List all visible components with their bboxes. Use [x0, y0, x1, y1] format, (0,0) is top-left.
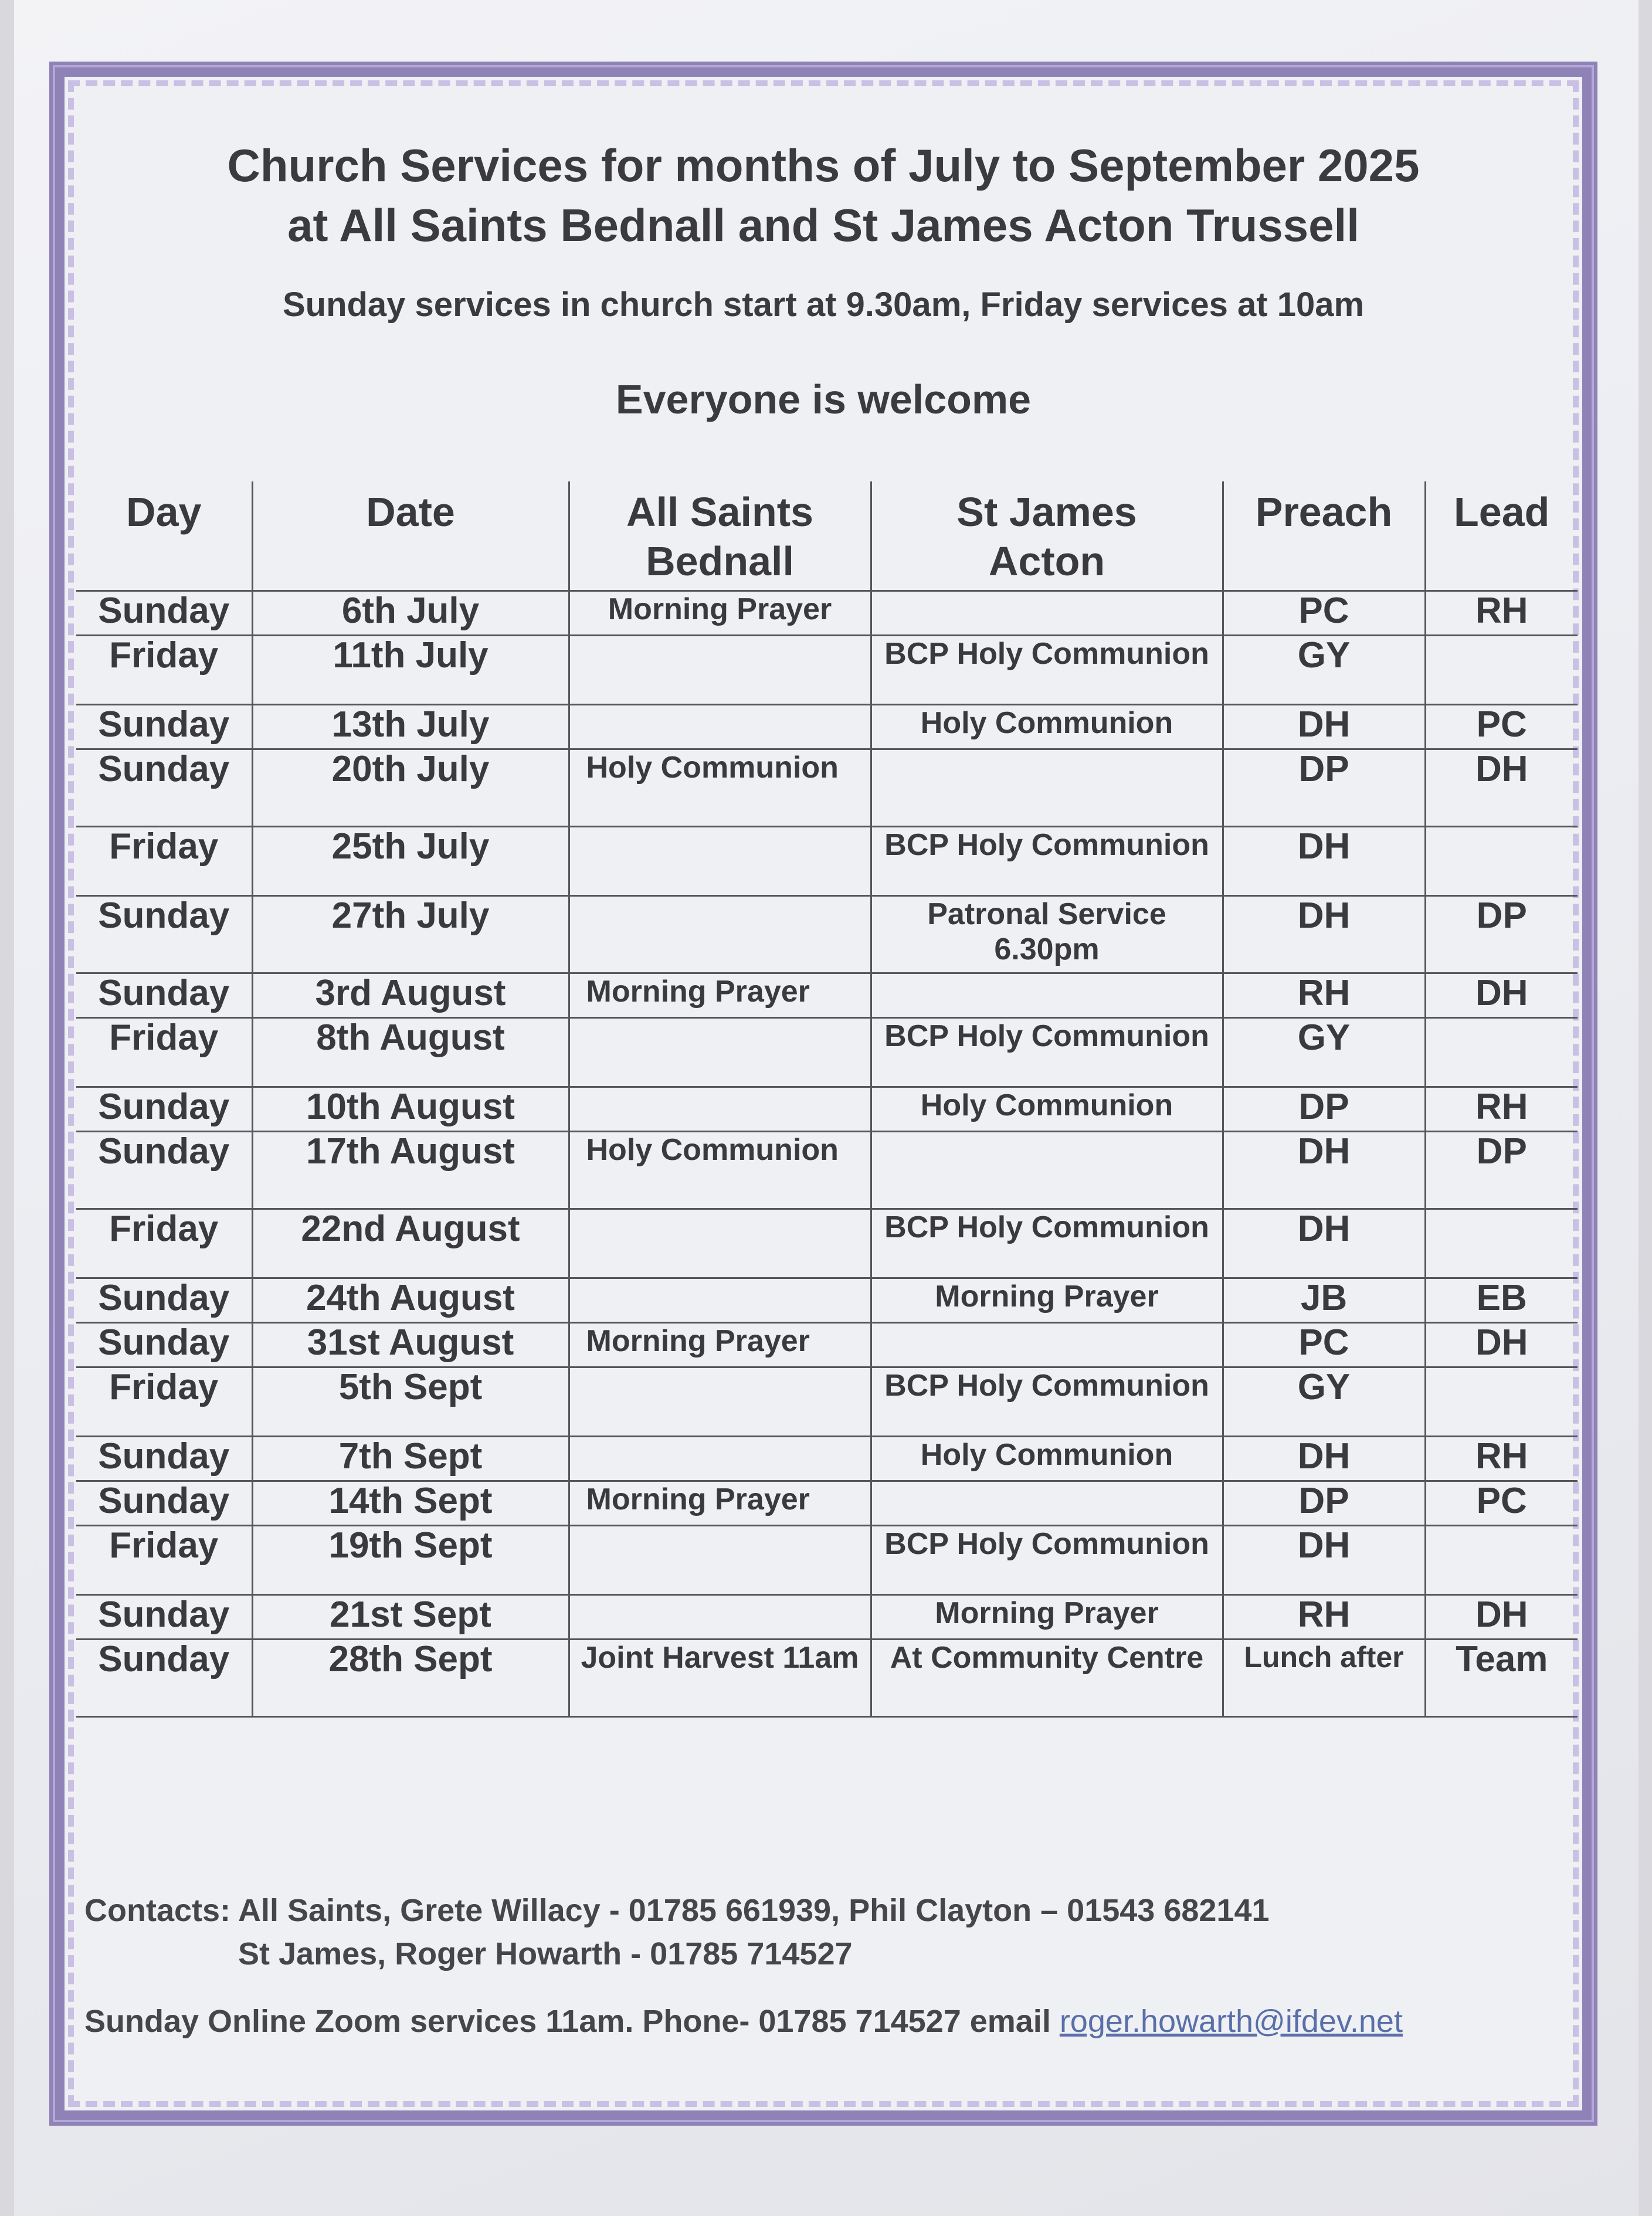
cell-date: 13th July	[252, 705, 569, 749]
cell-day: Sunday	[76, 591, 252, 636]
cell-all-saints	[569, 705, 871, 749]
cell-day: Sunday	[76, 1087, 252, 1132]
table-row	[76, 591, 1578, 636]
cell-preach: DH	[1223, 1209, 1425, 1278]
table-row	[76, 1209, 1578, 1278]
cell-date: 17th August	[252, 1132, 569, 1209]
table-header-row	[76, 481, 1578, 591]
header-date: Date	[252, 481, 569, 591]
cell-lead	[1425, 827, 1578, 896]
cell-st-james	[871, 973, 1223, 1018]
cell-preach: GY	[1223, 1018, 1425, 1087]
cell-day: Friday	[76, 1367, 252, 1437]
table-row	[76, 749, 1578, 827]
table-row	[76, 1526, 1578, 1595]
table-row	[76, 896, 1578, 973]
cell-preach: RH	[1223, 1595, 1425, 1640]
email-link[interactable]: roger.howarth@ifdev.net	[1059, 2004, 1403, 2039]
table-row	[76, 1087, 1578, 1132]
cell-day: Sunday	[76, 1481, 252, 1526]
header-day: Day	[76, 481, 252, 591]
cell-st-james	[871, 749, 1223, 827]
notice-content	[65, 77, 1582, 2110]
table-row	[76, 1018, 1578, 1087]
cell-day: Sunday	[76, 1437, 252, 1481]
cell-st-james	[871, 1132, 1223, 1209]
table-row	[76, 1595, 1578, 1640]
cell-lead	[1425, 1367, 1578, 1437]
cell-all-saints	[569, 1526, 871, 1595]
cell-date: 27th July	[252, 896, 569, 973]
title-line-1: Church Services for months of July to September 2025	[227, 140, 1420, 191]
header-preach: Preach	[1223, 481, 1425, 591]
welcome-message: Everyone is welcome	[615, 376, 1032, 422]
cell-date: 20th July	[252, 749, 569, 827]
cell-all-saints	[569, 1367, 871, 1437]
cell-st-james: Patronal Service 6.30pm	[871, 896, 1223, 973]
cell-st-james: Morning Prayer	[871, 1278, 1223, 1323]
cell-all-saints	[569, 1018, 871, 1087]
cell-preach: PC	[1223, 591, 1425, 636]
page-title	[65, 135, 1582, 255]
cell-date: 22nd August	[252, 1209, 569, 1278]
header-st-james-line2: Acton	[988, 538, 1105, 584]
cell-st-james: BCP Holy Communion	[871, 1018, 1223, 1087]
cell-st-james	[871, 1481, 1223, 1526]
cell-all-saints	[569, 1595, 871, 1640]
cell-all-saints: Morning Prayer	[569, 591, 871, 636]
header-st-james	[871, 481, 1223, 591]
header-lead: Lead	[1425, 481, 1578, 591]
table-row	[76, 1437, 1578, 1481]
cell-date: 7th Sept	[252, 1437, 569, 1481]
cell-st-james: Holy Communion	[871, 705, 1223, 749]
cell-preach: DH	[1223, 705, 1425, 749]
cell-st-james: BCP Holy Communion	[871, 1367, 1223, 1437]
cell-st-james: BCP Holy Communion	[871, 1526, 1223, 1595]
cell-day: Sunday	[76, 1640, 252, 1717]
cell-day: Sunday	[76, 1323, 252, 1367]
cell-lead	[1425, 636, 1578, 705]
cell-date: 28th Sept	[252, 1640, 569, 1717]
cell-lead: DH	[1425, 1323, 1578, 1367]
cell-day: Friday	[76, 1018, 252, 1087]
cell-preach: PC	[1223, 1323, 1425, 1367]
cell-lead: DH	[1425, 973, 1578, 1018]
table-row	[76, 1278, 1578, 1323]
cell-preach: DP	[1223, 1087, 1425, 1132]
cell-lead: PC	[1425, 705, 1578, 749]
cell-lead: DP	[1425, 1132, 1578, 1209]
cell-all-saints	[569, 896, 871, 973]
cell-lead: PC	[1425, 1481, 1578, 1526]
cell-all-saints	[569, 827, 871, 896]
contacts-block	[84, 1889, 1270, 1976]
table-row	[76, 827, 1578, 896]
cell-st-james	[871, 1323, 1223, 1367]
services-table	[76, 481, 1578, 1718]
cell-lead: DP	[1425, 896, 1578, 973]
cell-date: 3rd August	[252, 973, 569, 1018]
cell-st-james: At Community Centre	[871, 1640, 1223, 1717]
cell-date: 10th August	[252, 1087, 569, 1132]
cell-lead: RH	[1425, 1087, 1578, 1132]
cell-preach: DH	[1223, 1132, 1425, 1209]
contacts-all-saints: Contacts: All Saints, Grete Willacy - 01785 661939, Phil Clayton – 01543 682141	[84, 1893, 1270, 1928]
cell-all-saints: Morning Prayer	[569, 1481, 871, 1526]
cell-preach: DH	[1223, 896, 1425, 973]
table-row	[76, 1323, 1578, 1367]
header-all-saints-line1: All Saints	[626, 489, 813, 535]
cell-st-james: Holy Communion	[871, 1437, 1223, 1481]
cell-day: Friday	[76, 827, 252, 896]
cell-date: 31st August	[252, 1323, 569, 1367]
cell-day: Sunday	[76, 1278, 252, 1323]
cell-day: Friday	[76, 1209, 252, 1278]
cell-day: Sunday	[76, 1595, 252, 1640]
cell-all-saints	[569, 1209, 871, 1278]
cell-all-saints: Holy Communion	[569, 1132, 871, 1209]
cell-lead	[1425, 1526, 1578, 1595]
paper-sheet	[14, 0, 1639, 2216]
cell-date: 19th Sept	[252, 1526, 569, 1595]
cell-preach: RH	[1223, 973, 1425, 1018]
cell-preach: DH	[1223, 1526, 1425, 1595]
service-times-note: Sunday services in church start at 9.30am, Friday services at 10am	[282, 286, 1365, 324]
cell-lead: RH	[1425, 1437, 1578, 1481]
cell-date: 6th July	[252, 591, 569, 636]
cell-date: 14th Sept	[252, 1481, 569, 1526]
cell-date: 21st Sept	[252, 1595, 569, 1640]
cell-st-james: BCP Holy Communion	[871, 636, 1223, 705]
header-all-saints-line2: Bednall	[646, 538, 794, 584]
cell-st-james: BCP Holy Communion	[871, 827, 1223, 896]
table-row	[76, 636, 1578, 705]
cell-preach: DP	[1223, 1481, 1425, 1526]
cell-date: 25th July	[252, 827, 569, 896]
cell-preach: JB	[1223, 1278, 1425, 1323]
cell-lead	[1425, 1018, 1578, 1087]
table-row	[76, 1132, 1578, 1209]
cell-date: 24th August	[252, 1278, 569, 1323]
cell-lead: RH	[1425, 591, 1578, 636]
cell-preach: GY	[1223, 636, 1425, 705]
cell-day: Sunday	[76, 973, 252, 1018]
cell-day: Friday	[76, 636, 252, 705]
cell-lead	[1425, 1209, 1578, 1278]
cell-day: Sunday	[76, 749, 252, 827]
cell-all-saints: Holy Communion	[569, 749, 871, 827]
cell-all-saints	[569, 1278, 871, 1323]
cell-lead: Team	[1425, 1640, 1578, 1717]
cell-preach: DH	[1223, 827, 1425, 896]
cell-day: Sunday	[76, 896, 252, 973]
cell-date: 8th August	[252, 1018, 569, 1087]
cell-lead: DH	[1425, 749, 1578, 827]
header-st-james-line1: St James	[956, 489, 1137, 535]
cell-day: Sunday	[76, 705, 252, 749]
table-row	[76, 705, 1578, 749]
table-row	[76, 1640, 1578, 1717]
cell-preach: Lunch after	[1223, 1640, 1425, 1717]
table-row	[76, 973, 1578, 1018]
cell-lead: DH	[1425, 1595, 1578, 1640]
cell-st-james	[871, 591, 1223, 636]
cell-date: 11th July	[252, 636, 569, 705]
cell-st-james: Holy Communion	[871, 1087, 1223, 1132]
cell-all-saints: Morning Prayer	[569, 973, 871, 1018]
cell-preach: DP	[1223, 749, 1425, 827]
decorative-border	[49, 62, 1597, 2126]
cell-lead: EB	[1425, 1278, 1578, 1323]
cell-preach: GY	[1223, 1367, 1425, 1437]
table-row	[76, 1367, 1578, 1437]
cell-all-saints	[569, 1437, 871, 1481]
header-all-saints	[569, 481, 871, 591]
cell-st-james: BCP Holy Communion	[871, 1209, 1223, 1278]
cell-date: 5th Sept	[252, 1367, 569, 1437]
title-line-2: at All Saints Bednall and St James Acton Trussell	[287, 199, 1359, 251]
cell-day: Sunday	[76, 1132, 252, 1209]
cell-preach: DH	[1223, 1437, 1425, 1481]
cell-all-saints	[569, 1087, 871, 1132]
cell-st-james: Morning Prayer	[871, 1595, 1223, 1640]
cell-all-saints	[569, 636, 871, 705]
cell-all-saints: Joint Harvest 11am	[569, 1640, 871, 1717]
cell-all-saints: Morning Prayer	[569, 1323, 871, 1367]
table-row	[76, 1481, 1578, 1526]
zoom-info	[84, 2003, 1403, 2039]
contacts-st-james: St James, Roger Howarth - 01785 714527	[238, 1936, 853, 1971]
cell-day: Friday	[76, 1526, 252, 1595]
zoom-text: Sunday Online Zoom services 11am. Phone- 01785 714527 email	[84, 2004, 1060, 2039]
